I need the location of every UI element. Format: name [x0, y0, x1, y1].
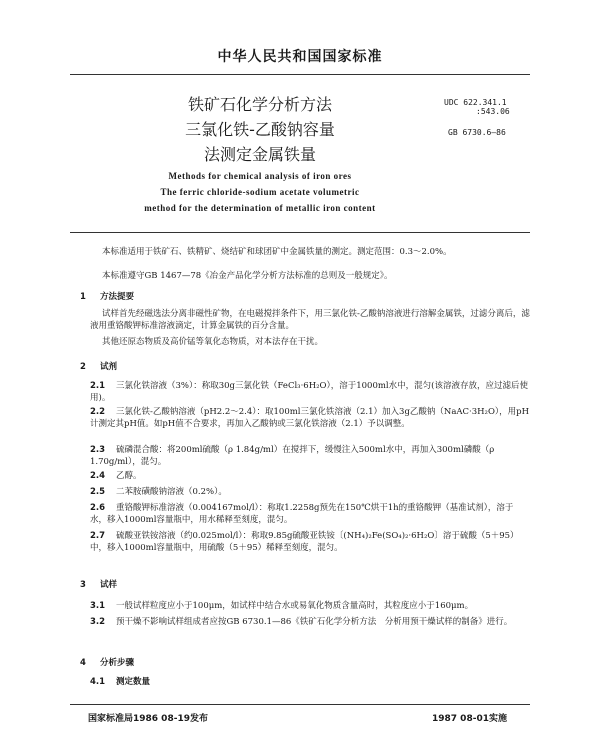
reagent-item: 2.2 三氯化铁-乙酸钠溶液（pH2.2～2.4）：取100ml三氯化铁溶液（2.1）加入3g乙酸钠（NaAC·3H₂O），用pH计测定其pH值。如pH值不合要求，再加入乙酸钠或三氯化铁溶液（2.1）予以调整。	[90, 407, 530, 429]
section-2-heading	[80, 360, 117, 372]
gb-number: GB 6730.6—86	[448, 128, 506, 137]
chinese-title-block	[160, 92, 360, 167]
title-line-3: 法测定金属铁量	[203, 145, 316, 164]
section-3-heading	[80, 578, 117, 590]
intro-paragraph-1: 本标准适用于铁矿石、铁精矿、烧结矿和球团矿中金属铁量的测定。测定范围：0.3～2.0%。	[102, 247, 452, 257]
procedure-subheading: 4.1 测定数量	[90, 677, 151, 687]
title-line-2: 三氯化铁-乙酸钠容量	[185, 120, 335, 139]
section-number: 3	[80, 580, 86, 590]
intro-paragraph-2: 本标准遵守GB 1467—78《冶金产品化学分析方法标准的总则及一般规定》。	[102, 271, 393, 281]
section-1-paragraph-2: 其他还原态物质及高价锰等氧化态物质，对本法存在干扰。	[102, 337, 324, 347]
reagent-item: 2.7 硫酸亚铁铵溶液（约0.025mol/l）：称取9.85g硫酸亚铁铵〔(NH₄)₂Fe(SO₄)₂·6H₂O〕溶于硫酸（5＋95）中，移入1000ml容量瓶中，用硫酸（5＋95）稀释至刻度，混匀。	[90, 531, 519, 553]
footer-divider	[70, 704, 530, 705]
section-4-heading	[80, 656, 134, 668]
section-title: 分析步骤	[100, 658, 135, 668]
title-line-1: 铁矿石化学分析方法	[187, 95, 332, 114]
udc-line-1: UDC 622.341.1	[444, 98, 507, 107]
reagent-item: 2.4 乙醇。	[90, 471, 142, 481]
section-number: 4	[80, 658, 86, 668]
header-divider	[70, 74, 530, 75]
implementation-date: 1987 08-01实施	[432, 714, 507, 724]
reagent-item: 2.6 重铬酸钾标准溶液（0.004167mol/l）：称取1.2258g预先在150℃烘干1h的重铬酸钾（基准试剂），溶于水，移入1000ml容量瓶中，用水稀释至刻度，混匀。	[90, 503, 514, 525]
sample-item: 3.2 预干燥不影响试样组成者应按GB 6730.1—86《铁矿石化学分析方法 分析用预干燥试样的制备》进行。	[90, 617, 513, 627]
section-title: 方法提要	[100, 292, 135, 302]
national-standard-header: 中华人民共和国国家标准	[217, 49, 383, 65]
reagent-item: 2.5 二苯胺磺酸钠溶液（0.2%）。	[90, 487, 227, 497]
issued-date: 国家标准局1986 08-19发布	[88, 714, 208, 724]
section-1-heading	[80, 290, 134, 302]
english-title-line-3: method for the determination of metallic iron content	[144, 203, 376, 213]
english-title-block	[100, 168, 420, 216]
english-title-line-1: Methods for chemical analysis of iron ores	[168, 171, 352, 181]
section-1-paragraph-1: 试样首先经磁选法分离非磁性矿物，在电磁搅拌条件下，用三氯化铁-乙酸钠溶液进行溶解金属铁，过滤分离后，滤液用重铬酸钾标准溶液滴定，计算金属铁的百分含量。	[90, 309, 530, 331]
udc-classification	[444, 98, 510, 116]
sample-item: 3.1 一般试样粒度应小于100μm，如试样中结合水或易氧化物质含量高时，其粒度应小于160μm。	[90, 601, 474, 611]
reagent-item: 2.3 硫磷混合酸：将200ml硫酸（ρ 1.84g/ml）在搅拌下，缓慢注入500ml水中，再加入300ml磷酸（ρ 1.70g/ml），混匀。	[90, 445, 495, 467]
section-number: 2	[80, 362, 86, 372]
section-number: 1	[80, 292, 86, 302]
section-title: 试剂	[100, 362, 118, 372]
english-title-line-2: The ferric chloride-sodium acetate volumetric	[160, 187, 360, 197]
title-divider	[70, 232, 530, 233]
udc-line-2: :543.06	[476, 107, 510, 116]
section-title: 试样	[100, 580, 118, 590]
reagent-item: 2.1 三氯化铁溶液（3%）：称取30g三氯化铁（FeCl₃·6H₂O），溶于1000ml水中，混匀(该溶液存放，应过滤后使用)。	[90, 381, 528, 403]
